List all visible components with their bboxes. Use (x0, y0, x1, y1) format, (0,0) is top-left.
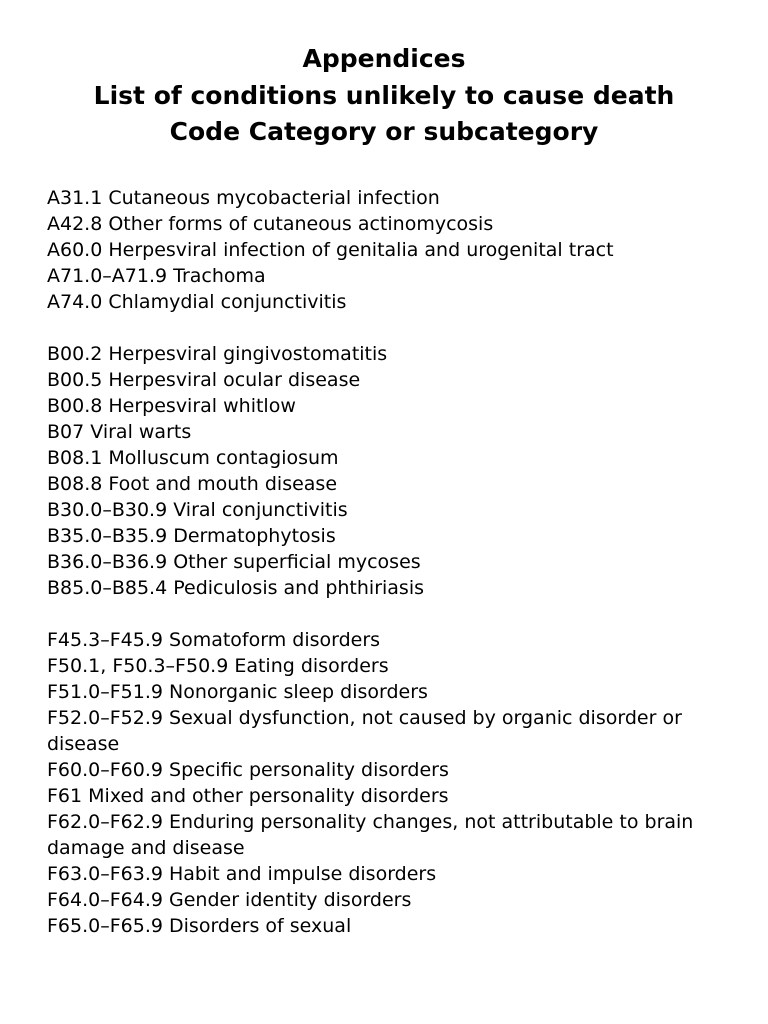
list-item: F50.1, F50.3–F50.9 Eating disorders (47, 654, 389, 677)
title-line-list-heading: List of conditions unlikely to cause death (93, 80, 675, 110)
list-item: B07 Viral warts (47, 420, 192, 443)
code-group-f (47, 627, 728, 939)
list-item: A60.0 Herpesviral infection of genitalia and urogenital tract (47, 238, 614, 261)
list-item: F51.0–F51.9 Nonorganic sleep disorders (47, 680, 428, 703)
list-item: F61 Mixed and other personality disorders (47, 784, 449, 807)
list-item: F63.0–F63.9 Habit and impulse disorders (47, 862, 437, 885)
title-line-appendices: Appendices (302, 44, 466, 73)
list-item: B08.8 Foot and mouth disease (47, 472, 338, 495)
list-item: F45.3–F45.9 Somatoform disorders (47, 628, 381, 651)
list-item: A31.1 Cutaneous mycobacterial infection (47, 186, 440, 209)
list-item: B08.1 Molluscum contagiosum (47, 446, 339, 469)
list-item: A71.0–A71.9 Trachoma (47, 264, 266, 287)
list-item: A42.8 Other forms of cutaneous actinomycosis (47, 212, 494, 235)
code-group-a (47, 185, 728, 315)
list-item: F65.0–F65.9 Disorders of sexual (47, 914, 352, 937)
document-title (0, 41, 768, 151)
list-item: B85.0–B85.4 Pediculosis and phthiriasis (47, 576, 425, 599)
list-item: A74.0 Chlamydial conjunctivitis (47, 290, 347, 313)
code-group-b (47, 341, 728, 601)
list-item: B35.0–B35.9 Dermatophytosis (47, 524, 336, 547)
list-item: B00.2 Herpesviral gingivostomatitis (47, 342, 388, 365)
condition-list (0, 185, 768, 939)
list-item: F60.0–F60.9 Specific personality disorders (47, 758, 449, 781)
list-item: F62.0–F62.9 Enduring personality changes, not attributable to brain damage and disease (47, 810, 700, 859)
list-item: B00.8 Herpesviral whitlow (47, 394, 296, 417)
list-item: F64.0–F64.9 Gender identity disorders (47, 888, 412, 911)
list-item: B36.0–B36.9 Other superficial mycoses (47, 550, 421, 573)
list-item: B30.0–B30.9 Viral conjunctivitis (47, 498, 348, 521)
list-item: B00.5 Herpesviral ocular disease (47, 368, 361, 391)
title-line-column-heading: Code Category or subcategory (169, 117, 599, 146)
list-item: F52.0–F52.9 Sexual dysfunction, not caused by organic disorder or disease (47, 706, 688, 755)
